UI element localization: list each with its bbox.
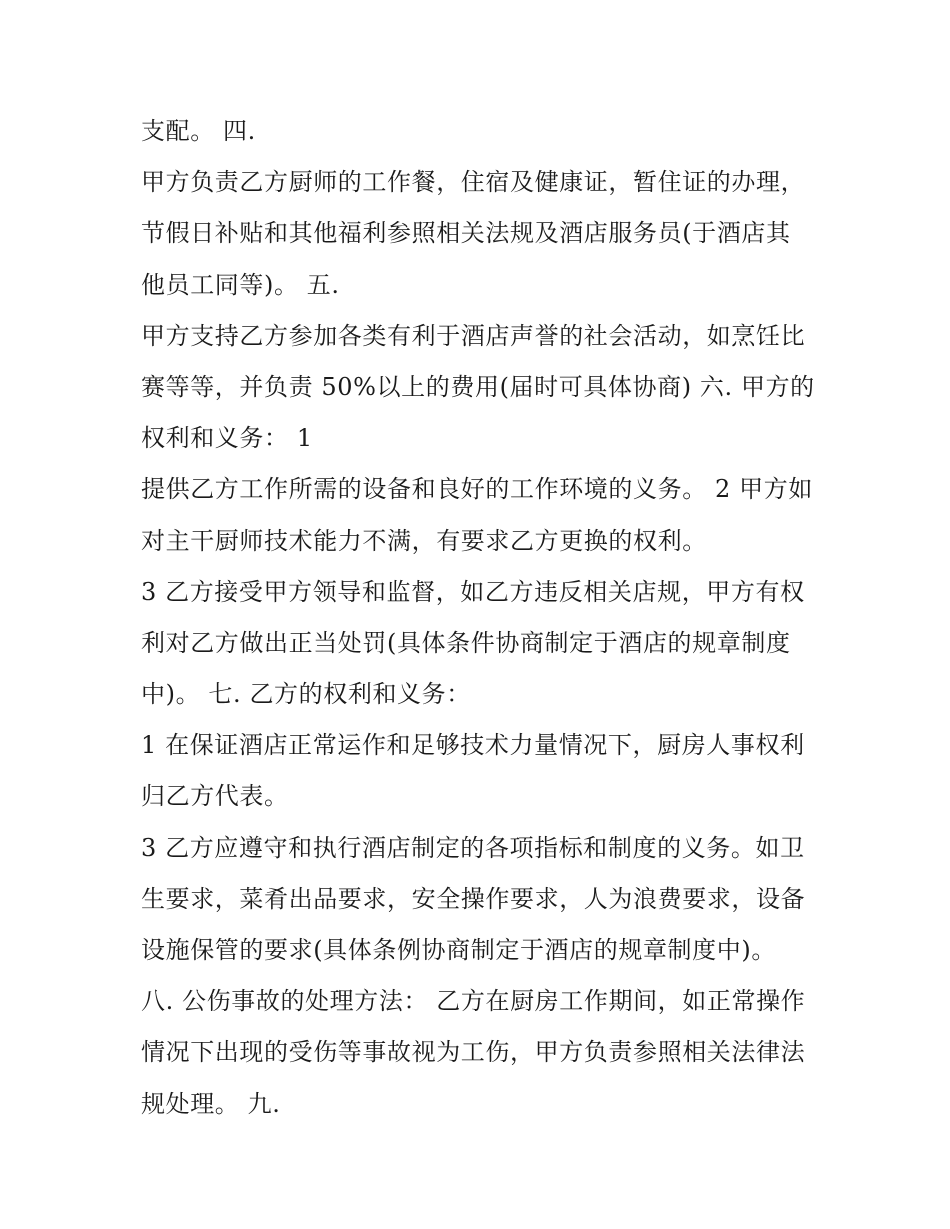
text-line: 甲方支持乙方参加各类有利于酒店声誉的社会活动，如烹饪比 [141,321,806,350]
text-line: 提供乙方工作所需的设备和良好的工作环境的义务。 2 甲方如 [141,475,813,504]
text-line: 情况下出现的受伤等事故视为工伤，甲方负责参照相关法律法 [141,1038,806,1067]
text-line: 对主干厨师技术能力不满，有要求乙方更换的权利。 [141,526,707,555]
text-line: 八. 公伤事故的处理方法： 乙方在厨房工作期间，如正常操作 [141,987,806,1016]
text-line: 1 在保证酒店正常运作和足够技术力量情况下，厨房人事权利 [141,731,805,760]
contract-text [141,106,821,1130]
text-line: 支配。 四. [141,117,256,145]
text-line: 权利和义务： 1 [141,424,313,453]
text-line: 赛等等，并负责 50%以上的费用(届时可具体协商) 六. 甲方的 [141,372,815,401]
text-line: 甲方负责乙方厨师的工作餐，住宿及健康证，暂住证的办理， [141,168,806,197]
text-line: 设施保管的要求(具体条例协商制定于酒店的规章制度中)。 [141,936,776,964]
text-line: 利对乙方做出正当处罚(具体条件协商制定于酒店的规章制度 [141,628,791,657]
text-line: 3 乙方接受甲方领导和监督，如乙方违反相关店规，甲方有权 [141,577,805,606]
text-line: 他员工同等)。 五. [141,270,340,299]
text-line: 归乙方代表。 [141,782,289,811]
text-line: 3 乙方应遵守和执行酒店制定的各项指标和制度的义务。如卫 [141,833,805,862]
text-line: 中)。 七. 乙方的权利和义务： [141,680,471,709]
text-line: 节假日补贴和其他福利参照相关法规及酒店服务员(于酒店其 [141,219,791,248]
text-line: 规处理。 九. [141,1089,281,1118]
text-line: 生要求，菜肴出品要求，安全操作要求，人为浪费要求，设备 [141,884,806,913]
